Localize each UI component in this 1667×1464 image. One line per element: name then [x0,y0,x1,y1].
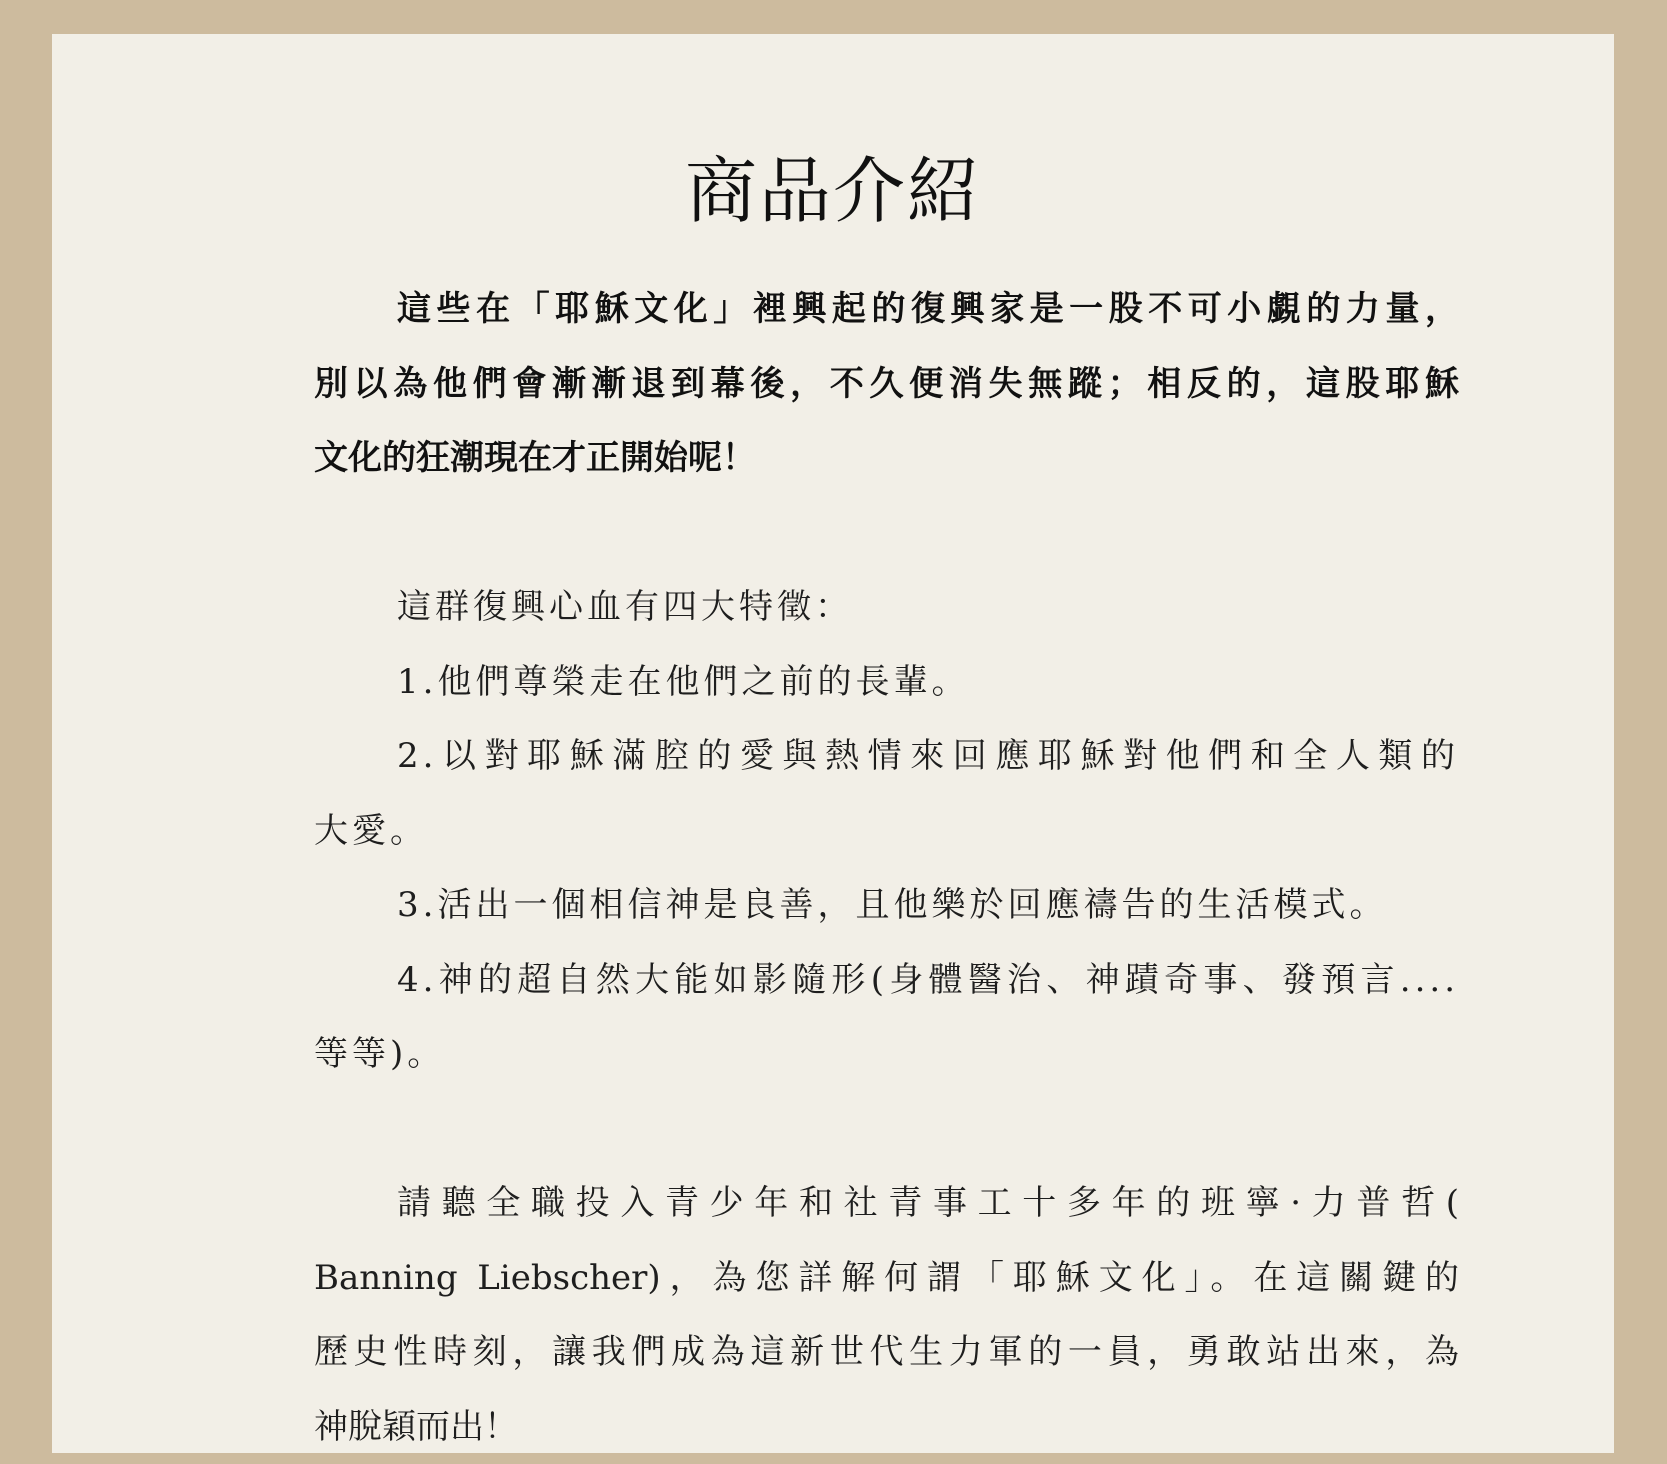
paragraph-spacer [314,1092,1459,1167]
feature-item-4: 4.神的超自然大能如影隨形(身體醫治、神蹟奇事、發預言.... [314,943,1459,1018]
closing-line: 神脫穎而出！ [314,1390,1459,1464]
closing-line: 歷史性時刻，讓我們成為這新世代生力軍的一員，勇敢站出來，為 [314,1315,1459,1390]
features-heading: 這群復興心血有四大特徵： [314,570,1459,645]
page-title: 商品介紹 [52,146,1614,236]
feature-item-2-continued: 大愛。 [314,794,1459,869]
feature-item-2: 2.以對耶穌滿腔的愛與熱情來回應耶穌對他們和全人類的 [314,719,1459,794]
feature-item-3: 3.活出一個相信神是良善，且他樂於回應禱告的生活模式。 [314,868,1459,943]
paragraph-spacer [314,496,1459,571]
intro-line: 別以為他們會漸漸退到幕後，不久便消失無蹤；相反的，這股耶穌 [314,347,1459,422]
intro-paragraph [314,272,1459,496]
features-section [314,570,1459,1092]
closing-line: Banning Liebscher)，為您詳解何謂「耶穌文化」。在這關鍵的 [314,1241,1459,1316]
product-description [314,272,1459,1464]
product-intro-panel [52,34,1614,1453]
feature-item-1: 1.他們尊榮走在他們之前的長輩。 [314,645,1459,720]
closing-line: 請聽全職投入青少年和社青事工十多年的班寧·力普哲( [314,1166,1459,1241]
intro-line: 文化的狂潮現在才正開始呢！ [314,421,1459,496]
feature-item-4-continued: 等等)。 [314,1017,1459,1092]
closing-paragraph [314,1166,1459,1464]
intro-line: 這些在「耶穌文化」裡興起的復興家是一股不可小覷的力量， [314,272,1459,347]
